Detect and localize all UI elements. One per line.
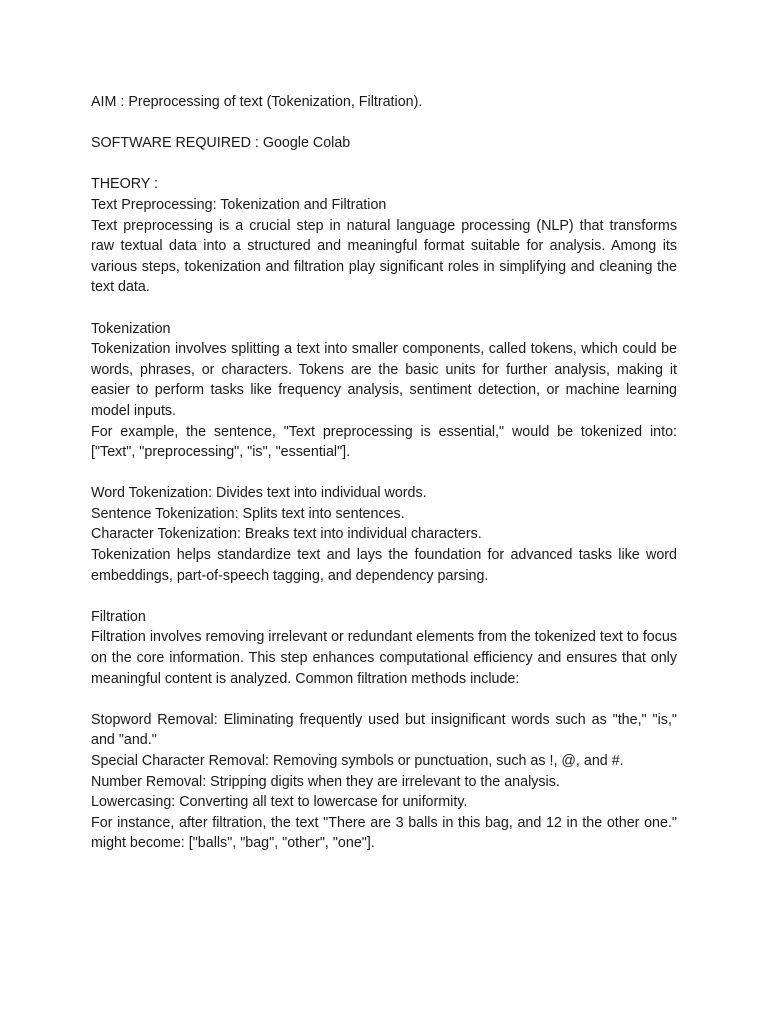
theory-heading: THEORY : — [91, 176, 159, 193]
tokenization-type-item: Sentence Tokenization: Splits text into sentences. — [91, 505, 405, 522]
tokenization-heading: Tokenization — [91, 320, 171, 337]
theory-subheading: Text Preprocessing: Tokenization and Filtration — [91, 196, 387, 213]
spacer — [91, 463, 677, 484]
spacer — [91, 154, 677, 175]
aim-line: AIM : Preprocessing of text (Tokenization, Filtration). — [91, 94, 423, 110]
tokenization-type-item: Character Tokenization: Breaks text into individual characters. — [91, 526, 482, 543]
spacer — [91, 689, 677, 710]
tokenization-example: For example, the sentence, "Text preprocessing is essential," would be tokenized into: ["Text", "preprocessing", "is", "essential"]. — [91, 423, 677, 461]
tokenization-paragraph: Tokenization involves splitting a text into smaller components, called tokens, which could be words, phrases, or characters. Tokens are the basic units for further analysis, making it easier to perform tasks like frequency analysis, sentiment detection, or machine learning model inputs. — [91, 341, 677, 419]
filtration-heading: Filtration — [91, 608, 146, 625]
filtration-method-item: Lowercasing: Converting all text to lowercase for uniformity. — [91, 794, 468, 811]
spacer — [91, 586, 677, 607]
software-line: SOFTWARE REQUIRED : Google Colab — [91, 135, 351, 152]
tokenization-summary: Tokenization helps standardize text and lays the foundation for advanced tasks like word embeddings, part-of-speech tagging, and dependency parsing. — [91, 547, 677, 584]
spacer — [91, 113, 677, 134]
filtration-paragraph: Filtration involves removing irrelevant or redundant elements from the tokenized text to focus on the core information. This step enhances computational efficiency and ensures that only meaningful content is analyzed. Common filtration methods include: — [91, 629, 677, 687]
tokenization-type-item: Word Tokenization: Divides text into individual words. — [91, 485, 427, 502]
theory-intro-paragraph: Text preprocessing is a crucial step in natural language processing (NLP) that transforms raw textual data into a structured and meaningful format suitable for analysis. Among its various steps, tokenization and filtration play significant roles in simplifying and cleaning the text data. — [91, 217, 677, 296]
spacer — [91, 298, 677, 319]
filtration-method-item: Stopword Removal: Eliminating frequently used but insignificant words such as "the," "is," and "and." — [91, 711, 677, 749]
filtration-method-item: Number Removal: Stripping digits when they are irrelevant to the analysis. — [91, 773, 560, 790]
filtration-example: For instance, after filtration, the text "There are 3 balls in this bag, and 12 in the other one." might become: ["balls", "bag", "other", "one"]. — [91, 814, 677, 852]
document-body — [91, 92, 677, 854]
filtration-method-item: Special Character Removal: Removing symbols or punctuation, such as !, @, and #. — [91, 753, 624, 769]
